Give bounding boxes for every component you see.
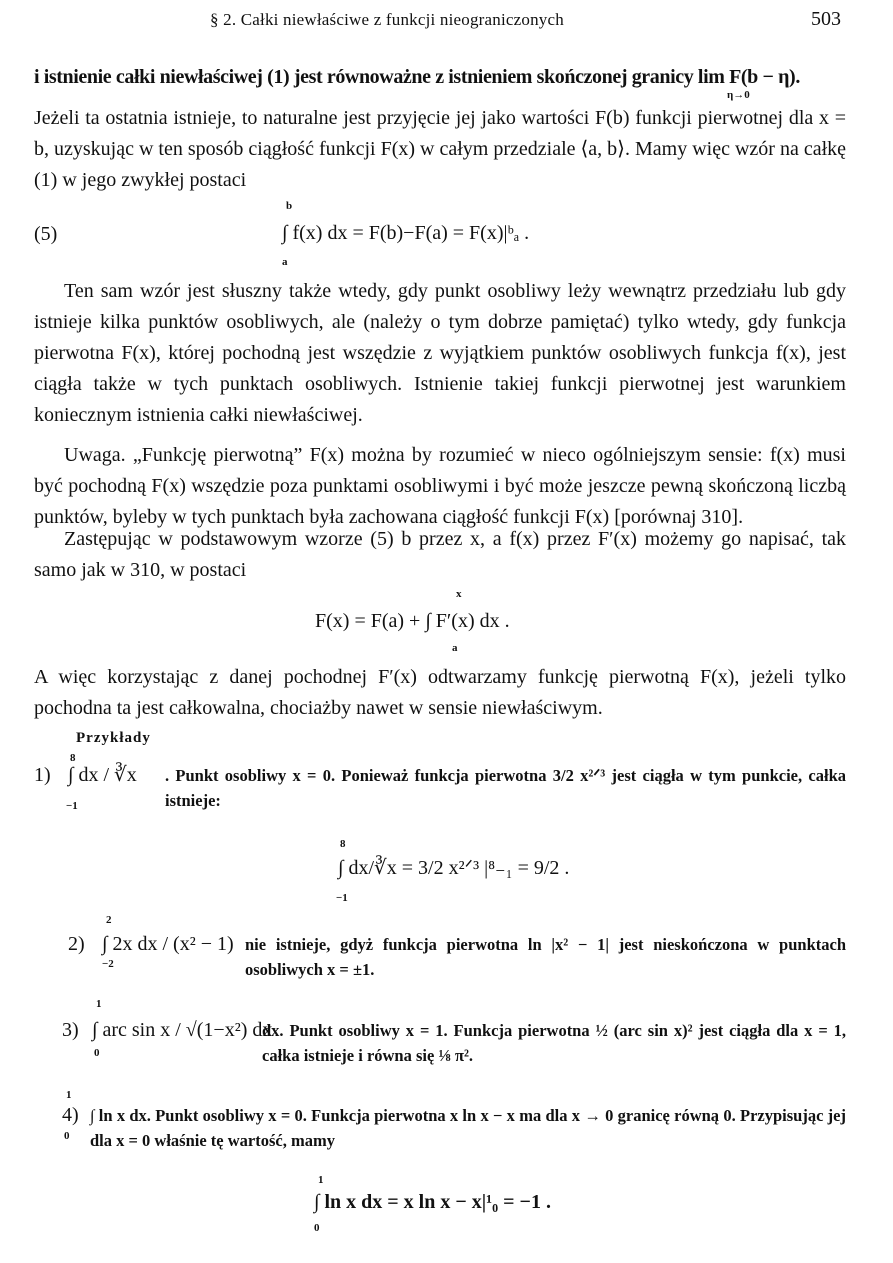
ex1-integral: ∫ dx / ∛x bbox=[68, 764, 137, 786]
paragraph-1: i istnienie całki niewłaściwej (1) jest równoważne z istnieniem skończonej granicy lim F(b − η). bbox=[34, 66, 800, 88]
eq6-upper-limit: x bbox=[456, 588, 462, 600]
page-number: 503 bbox=[811, 8, 841, 30]
ex4-lower: 0 bbox=[64, 1130, 70, 1142]
ex3-integral: ∫ arc sin x / √(1−x²) dx bbox=[92, 1019, 273, 1041]
ex1-result-lower: −1 bbox=[336, 892, 348, 904]
paragraph-2: Jeżeli ta ostatnia istnieje, to naturalne jest przyjęcie jej jako wartości F(b) funkcji pierwotnej dla x = b, uzyskując w ten sposób ciągłość funkcji F(x) w całym przedziale ⟨a, b⟩. Mamy więc wzór na całkę (1) w jego zwykłej postaci bbox=[34, 107, 847, 191]
ex4-label: 4) bbox=[62, 1104, 79, 1126]
ex1-upper: 8 bbox=[70, 752, 76, 764]
ex4-result-lower: 0 bbox=[314, 1222, 320, 1234]
ex4-upper: 1 bbox=[66, 1089, 72, 1101]
ex3-lower: 0 bbox=[94, 1047, 100, 1059]
ex1-label: 1) bbox=[34, 764, 51, 786]
equation-6: F(x) = F(a) + ∫ F′(x) dx . bbox=[315, 610, 510, 632]
running-header bbox=[0, 8, 893, 32]
ex1-result-upper: 8 bbox=[340, 838, 346, 850]
ex2-lower: −2 bbox=[102, 958, 114, 970]
eq6-lower-limit: a bbox=[452, 642, 458, 654]
ex2-text: nie istnieje, gdyż funkcja pierwotna ln |x² − 1| jest nieskończona w punktach osobliwych x = ±1. bbox=[245, 935, 846, 979]
limit-subscript: η→0 bbox=[727, 89, 750, 101]
equation-number-5: (5) bbox=[34, 223, 58, 245]
ex4-result-upper: 1 bbox=[318, 1174, 324, 1186]
section-title: § 2. Całki niewłaściwe z funkcji nieograniczonych bbox=[210, 10, 564, 29]
ex1-lower: −1 bbox=[66, 800, 78, 812]
ex3-text: dx. Punkt osobliwy x = 1. Funkcja pierwotna ½ (arc sin x)² jest ciągła dla x = 1, całka istnieje i równa się ⅛ π². bbox=[262, 1021, 846, 1065]
eq5-lower-limit: a bbox=[282, 256, 288, 268]
equation-5: ∫ f(x) dx = F(b)−F(a) = F(x)|ᵇₐ . bbox=[282, 222, 530, 244]
ex4-result: ∫ ln x dx = x ln x − x|¹₀ = −1 . bbox=[314, 1191, 551, 1213]
paragraph-5: Zastępując w podstawowym wzorze (5) b przez x, a f(x) przez F′(x) możemy go napisać, tak samo jak w 310, w postaci bbox=[34, 528, 846, 581]
paragraph-remark: Uwaga. „Funkcję pierwotną” F(x) można by rozumieć w nieco ogólniejszym sensie: f(x) musi być pochodną F(x) wszędzie poza punktami osobliwymi i być może jeszcze pewną skończoną liczbą punktów, byleby w tych punktach była zachowana ciągłość funkcji F(x) [porównaj 310]. bbox=[34, 444, 846, 528]
ex3-label: 3) bbox=[62, 1019, 79, 1041]
eq5-upper-limit: b bbox=[286, 200, 293, 212]
examples-heading: Przykłady bbox=[76, 730, 151, 746]
ex1-result: ∫ dx/∛x = 3/2 x²ᐟ³ |⁸₋₁ = 9/2 . bbox=[338, 857, 570, 879]
ex2-integral: ∫ 2x dx / (x² − 1) bbox=[102, 933, 234, 955]
ex2-upper: 2 bbox=[106, 914, 112, 926]
ex2-label: 2) bbox=[68, 933, 85, 955]
ex3-upper: 1 bbox=[96, 998, 102, 1010]
paragraph-6: A więc korzystając z danej pochodnej F′(x) odtwarzamy funkcję pierwotną F(x), jeżeli tylko pochodna ta jest całkowalna, chociażby nawet w sensie niewłaściwym. bbox=[34, 666, 846, 719]
ex4-text: ∫ ln x dx. Punkt osobliwy x = 0. Funkcja pierwotna x ln x − x ma dla x → 0 granicę równą 0. Przypisując jej dla x = 0 właśnie tę wartość, mamy bbox=[90, 1106, 846, 1150]
ex1-text: . Punkt osobliwy x = 0. Ponieważ funkcja pierwotna 3/2 x²ᐟ³ jest ciągła w tym punkcie, całka istnieje: bbox=[165, 766, 846, 810]
paragraph-3: Ten sam wzór jest słuszny także wtedy, gdy punkt osobliwy leży wewnątrz przedziału lub gdy istnieje kilka punktów osobliwych, ale (należy o tym dobrze pamiętać) tylko wtedy, gdy funkcja pierwotna F(x), której pochodną jest wszędzie z wyjątkiem punktów osobliwych funkcja f(x), jest ciągła także w tych punktach osobliwych. Istnienie takiej funkcji pierwotnej jest warunkiem koniecznym istnienia całki niewłaściwej. bbox=[34, 280, 846, 426]
